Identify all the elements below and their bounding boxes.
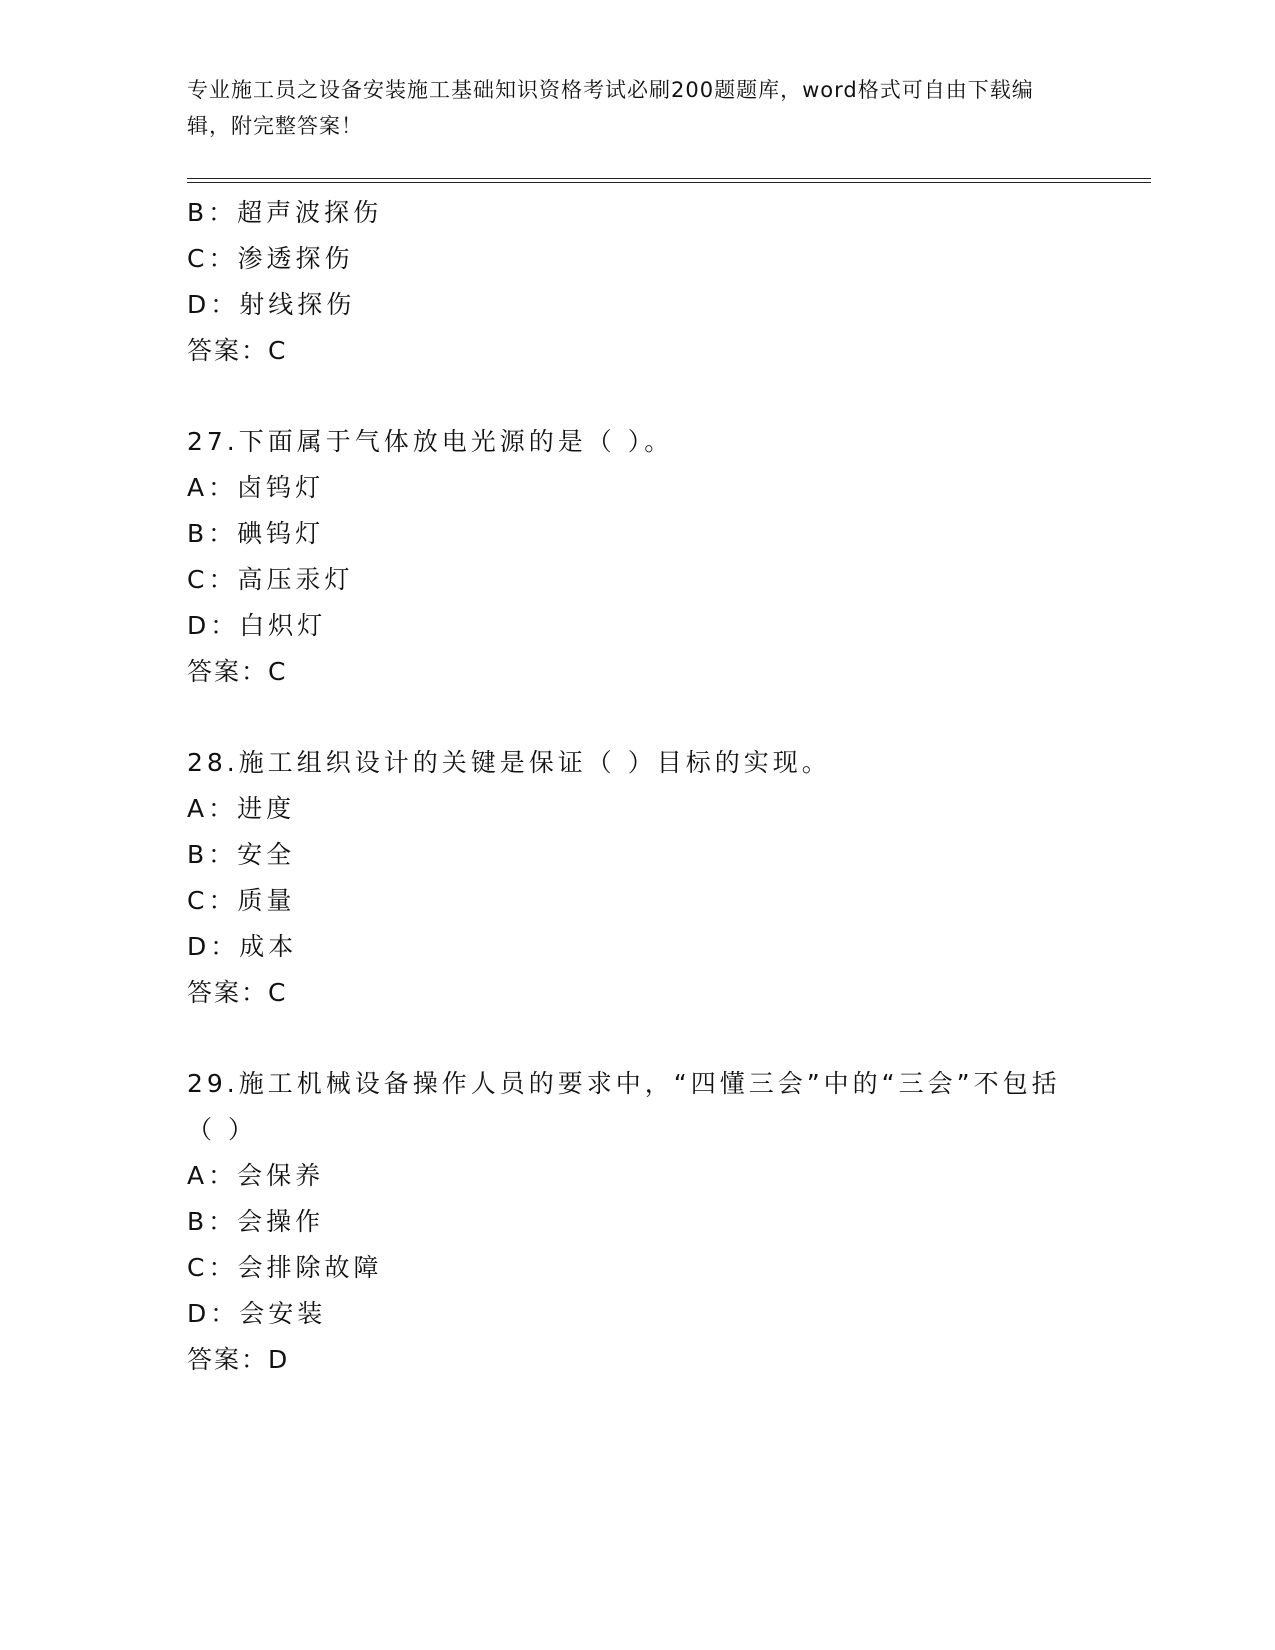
option-d: D：白炽灯 (187, 611, 327, 640)
option-a: A：会保养 (187, 1161, 325, 1190)
header-divider-bottom (187, 182, 1151, 183)
answer-line: 答案：C (187, 336, 288, 365)
spacer (187, 1016, 1087, 1061)
answer-line: 答案：C (187, 657, 288, 686)
question-list (187, 190, 1087, 1383)
question-stem: 29.施工机械设备操作人员的要求中，“四懂三会”中的“三会”不包括（ ） (187, 1069, 1061, 1144)
spacer (187, 374, 1087, 419)
question-block-29 (187, 1061, 1087, 1383)
option-d: D：会安装 (187, 1299, 327, 1328)
option-b: B：会操作 (187, 1207, 325, 1236)
option-b: B：安全 (187, 840, 296, 869)
header-divider-top (187, 178, 1151, 179)
option-d: D：射线探伤 (187, 290, 356, 319)
question-block-28 (187, 740, 1087, 1016)
option-a: A：卤钨灯 (187, 473, 325, 502)
question-stem: 27.下面属于气体放电光源的是（ ）。 (187, 427, 674, 456)
option-c: C：高压汞灯 (187, 565, 354, 594)
option-c: C：会排除故障 (187, 1253, 383, 1282)
option-a: A：进度 (187, 794, 296, 823)
answer-line: 答案：C (187, 978, 288, 1007)
option-c: C：渗透探伤 (187, 244, 354, 273)
answer-line: 答案：D (187, 1345, 290, 1374)
option-b: B：超声波探伤 (187, 198, 383, 227)
option-c: C：质量 (187, 886, 296, 915)
document-header: 专业施工员之设备安装施工基础知识资格考试必刷200题题库，word格式可自由下载编辑，附完整答案！ (187, 78, 1034, 138)
question-stem: 28.施工组织设计的关键是保证（ ）目标的实现。 (187, 748, 831, 777)
question-block-26 (187, 190, 1087, 374)
spacer (187, 695, 1087, 740)
option-d: D：成本 (187, 932, 298, 961)
question-block-27 (187, 419, 1087, 695)
option-b: B：碘钨灯 (187, 519, 325, 548)
